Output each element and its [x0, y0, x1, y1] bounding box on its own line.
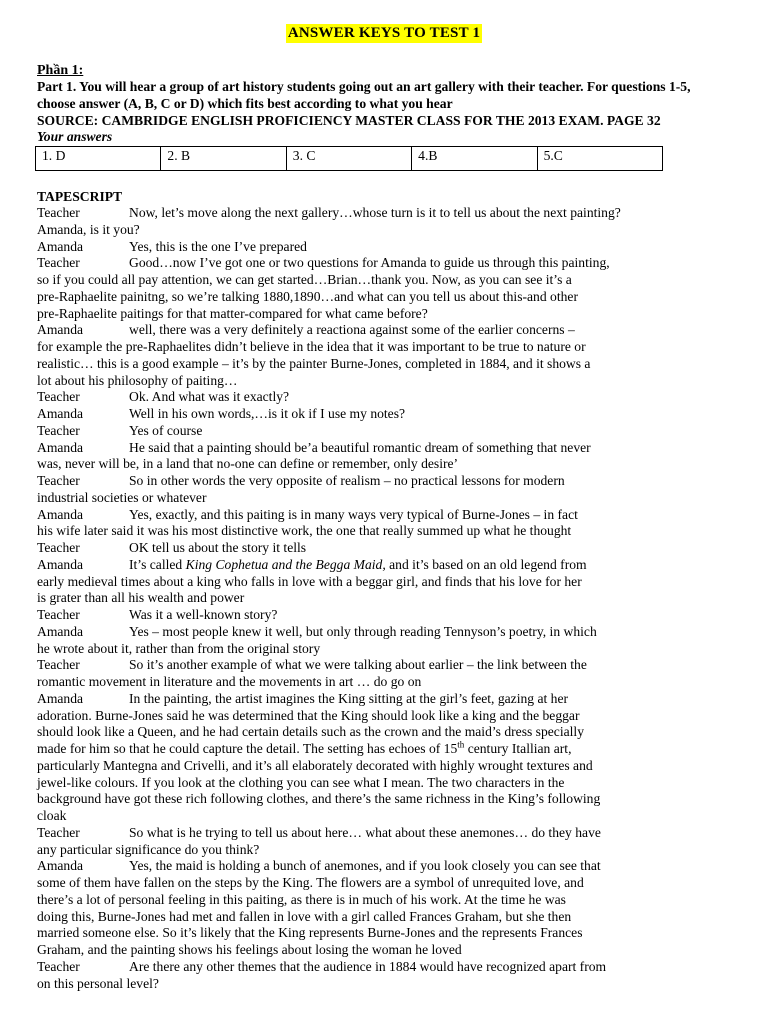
script-line	[37, 758, 737, 775]
script-text-part: and it’s based on an old legend from	[385, 556, 587, 572]
script-text: was, never will be, in a land that no-one can define or remember, only desire’	[37, 456, 459, 472]
script-line	[37, 842, 737, 859]
script-text: He said that a painting should be’a beautiful romantic dream of something that never	[129, 439, 591, 455]
script-text: Yes – most people knew it well, but only through reading Tennyson’s poetry, in which	[129, 623, 597, 639]
speaker-name: Teacher	[37, 657, 80, 673]
script-line	[37, 456, 737, 473]
speaker-name: Amanda	[37, 506, 84, 522]
script-line	[37, 724, 737, 741]
script-line	[37, 825, 737, 842]
source-line: SOURCE: CAMBRIDGE ENGLISH PROFICIENCY MASTER CLASS FOR THE 2013 EXAM. PAGE 32	[37, 113, 661, 128]
script-line	[37, 858, 737, 875]
script-text: any particular significance do you think?	[37, 841, 260, 857]
script-text: Yes, exactly, and this paiting is in many ways very typical of Burne-Jones – in fact	[129, 506, 578, 522]
speaker-name: Teacher	[37, 540, 80, 555]
script-line	[37, 607, 737, 624]
script-text: So in other words the very opposite of realism – no practical lessons for modern	[129, 473, 565, 488]
script-line	[37, 641, 737, 658]
script-text: married someone else. So it’s likely that the King represents Burne-Jones and the represents Frances	[37, 925, 583, 941]
speaker-name: Teacher	[37, 205, 80, 220]
script-text: Now, let’s move along the next gallery…whose turn is it to tell us about the next painting?	[129, 205, 621, 220]
script-text: In the painting, the artist imagines the King sitting at the girl’s feet, gazing at her	[129, 690, 569, 706]
script-text: doing this, Burne-Jones had met and fallen in love with a girl called Frances Graham, but she then	[37, 908, 572, 924]
tapescript-body	[37, 205, 737, 992]
script-text: Yes, this is the one I’ve prepared	[129, 238, 307, 254]
ordinal-suffix: th	[457, 739, 465, 750]
script-text: Amanda, is it you?	[37, 221, 140, 237]
script-line	[37, 942, 737, 959]
script-line	[37, 507, 737, 524]
speaker-name: Amanda	[37, 406, 84, 421]
script-line	[37, 339, 737, 356]
script-line	[37, 557, 737, 574]
script-line	[37, 708, 737, 725]
painting-title: King Cophetua and the Begga Maid,	[185, 556, 386, 572]
script-text: pre-Raphaelite painitng, so we’re talking 1880,1890…and what can you tell us about this-and other	[37, 288, 578, 304]
script-line	[37, 356, 737, 373]
script-line	[37, 389, 737, 406]
script-line	[37, 741, 737, 758]
script-line	[37, 239, 737, 256]
script-text: So it’s another example of what we were talking about earlier – the link between the	[129, 657, 587, 673]
script-line	[37, 440, 737, 457]
script-text-part: It’s called	[129, 556, 186, 572]
script-line	[37, 322, 737, 339]
answer-cell: 4.B	[412, 147, 537, 171]
script-line	[37, 959, 737, 976]
script-line	[37, 406, 737, 423]
script-text: jewel-like colours. If you look at the clothing you can see what I mean. The two characters in the	[37, 774, 565, 790]
script-text: early medieval times about a king who falls in love with a beggar girl, and finds that his love for her	[37, 573, 582, 589]
script-line	[37, 306, 737, 323]
script-line	[37, 791, 737, 808]
script-line	[37, 925, 737, 942]
script-text-part: made for him so that he could capture the detail. The setting has echoes of 15	[37, 741, 458, 756]
script-text: pre-Raphaelite paitings for that matter-compared for what came before?	[37, 305, 428, 321]
part-instructions: Part 1. You will hear a group of art history students going out an art gallery with their teacher. For questions 1-5, choose answer (A, B, C or D) which fits best according to what you hear	[37, 79, 691, 111]
script-text: So what is he trying to tell us about here… what about these anemones… do they have	[129, 824, 601, 840]
script-line	[37, 875, 737, 892]
script-line	[37, 423, 737, 440]
speaker-name: Teacher	[37, 389, 80, 405]
speaker-name: Teacher	[37, 607, 80, 622]
script-line	[37, 775, 737, 792]
script-line	[37, 674, 737, 691]
script-text: on this personal level?	[37, 975, 159, 991]
script-text: cloak	[37, 808, 67, 823]
script-text: should look like a Queen, and he had certain details such as the crown and the maid’s dress specially	[37, 724, 584, 740]
script-line	[37, 255, 737, 272]
speaker-name: Teacher	[37, 958, 80, 974]
answer-cell: 5.C	[537, 147, 662, 171]
speaker-name: Teacher	[37, 255, 80, 271]
script-line	[37, 574, 737, 591]
script-text: well, there was a very definitely a reactiona against some of the earlier concerns –	[129, 322, 575, 338]
script-line	[37, 808, 737, 825]
script-line	[37, 205, 737, 222]
script-line	[37, 289, 737, 306]
answer-cell: 1. D	[36, 147, 161, 171]
answer-cell: 2. B	[161, 147, 286, 171]
script-text: Was it a well-known story?	[129, 607, 278, 622]
script-line	[37, 540, 737, 557]
tapescript-heading: TAPESCRIPT	[37, 189, 123, 204]
script-text: lot about his philosophy of paiting…	[37, 372, 238, 388]
script-text: some of them have fallen on the steps by the King. The flowers are a symbol of unrequited love, and	[37, 875, 584, 890]
script-text: Well in his own words,…is it ok if I use my notes?	[129, 406, 406, 421]
section-heading: Phần 1:	[37, 63, 84, 78]
script-line	[37, 222, 737, 239]
script-line	[37, 892, 737, 909]
script-text: industrial societies or whatever	[37, 489, 207, 505]
script-text-part: century Itallian art,	[464, 741, 572, 756]
speaker-name: Amanda	[37, 238, 84, 254]
script-text: Yes of course	[129, 422, 203, 438]
script-line	[37, 523, 737, 540]
script-line	[37, 473, 737, 490]
script-text: Good…now I’ve got one or two questions for Amanda to guide us through this painting,	[129, 255, 610, 271]
script-text: Ok. And what was it exactly?	[129, 389, 290, 405]
script-text: is grater than all his wealth and power	[37, 590, 245, 606]
script-text: particularly Mantegna and Crivelli, and it’s all elaborately decorated with highly wrought textures and	[37, 757, 593, 773]
script-text	[129, 557, 587, 572]
speaker-name: Amanda	[37, 623, 84, 639]
script-text: there’s a lot of personal feeling in this paiting, as there is in much of his work. At the time he was	[37, 891, 566, 907]
script-text: Yes, the maid is holding a bunch of anemones, and if you look closely you can see that	[129, 858, 601, 874]
script-text: Are there any other themes that the audience in 1884 would have recognized apart from	[129, 958, 607, 974]
script-line	[37, 909, 737, 926]
answers-table	[35, 146, 663, 171]
script-text: OK tell us about the story it tells	[129, 540, 307, 555]
script-text: adoration. Burne-Jones said he was determined that the King should look like a king and the beggar	[37, 707, 580, 723]
speaker-name: Amanda	[37, 858, 84, 874]
speaker-name: Teacher	[37, 824, 80, 840]
script-text: so if you could all pay attention, we can get started…Brian…thank you. Now, as you can see it’s a	[37, 272, 572, 287]
script-text: he wrote about it, rather than from the original story	[37, 640, 321, 656]
script-text: background have got these rich following clothes, and there’s the same richness in the King’s following	[37, 791, 601, 807]
speaker-name: Amanda	[37, 556, 84, 572]
page-title: ANSWER KEYS TO TEST 1	[287, 25, 481, 41]
script-line	[37, 590, 737, 607]
speaker-name: Amanda	[37, 439, 84, 455]
script-line	[37, 624, 737, 641]
your-answers-label: Your answers	[37, 129, 113, 144]
speaker-name: Amanda	[37, 690, 84, 706]
script-text	[37, 741, 572, 756]
script-line	[37, 976, 737, 993]
script-line	[37, 657, 737, 674]
title-container	[0, 24, 768, 43]
script-line	[37, 272, 737, 289]
answers-row	[36, 147, 663, 171]
answer-cell: 3. C	[286, 147, 411, 171]
script-text: Graham, and the painting shows his feelings about losing the woman he loved	[37, 942, 462, 957]
script-line	[37, 691, 737, 708]
speaker-name: Teacher	[37, 473, 80, 488]
script-text: realistic… this is a good example – it’s by the painter Burne-Jones, completed in 1884, and it shows a	[37, 355, 591, 371]
speaker-name: Teacher	[37, 422, 80, 438]
script-line	[37, 490, 737, 507]
speaker-name: Amanda	[37, 322, 84, 338]
script-line	[37, 373, 737, 390]
script-text: his wife later said it was his most distinctive work, the one that really summed up what he thought	[37, 523, 572, 539]
script-text: for example the pre-Raphaelites didn’t believe in the idea that it was important to be true to nature or	[37, 339, 586, 354]
script-text: romantic movement in literature and the movements in art … do go on	[37, 674, 422, 689]
